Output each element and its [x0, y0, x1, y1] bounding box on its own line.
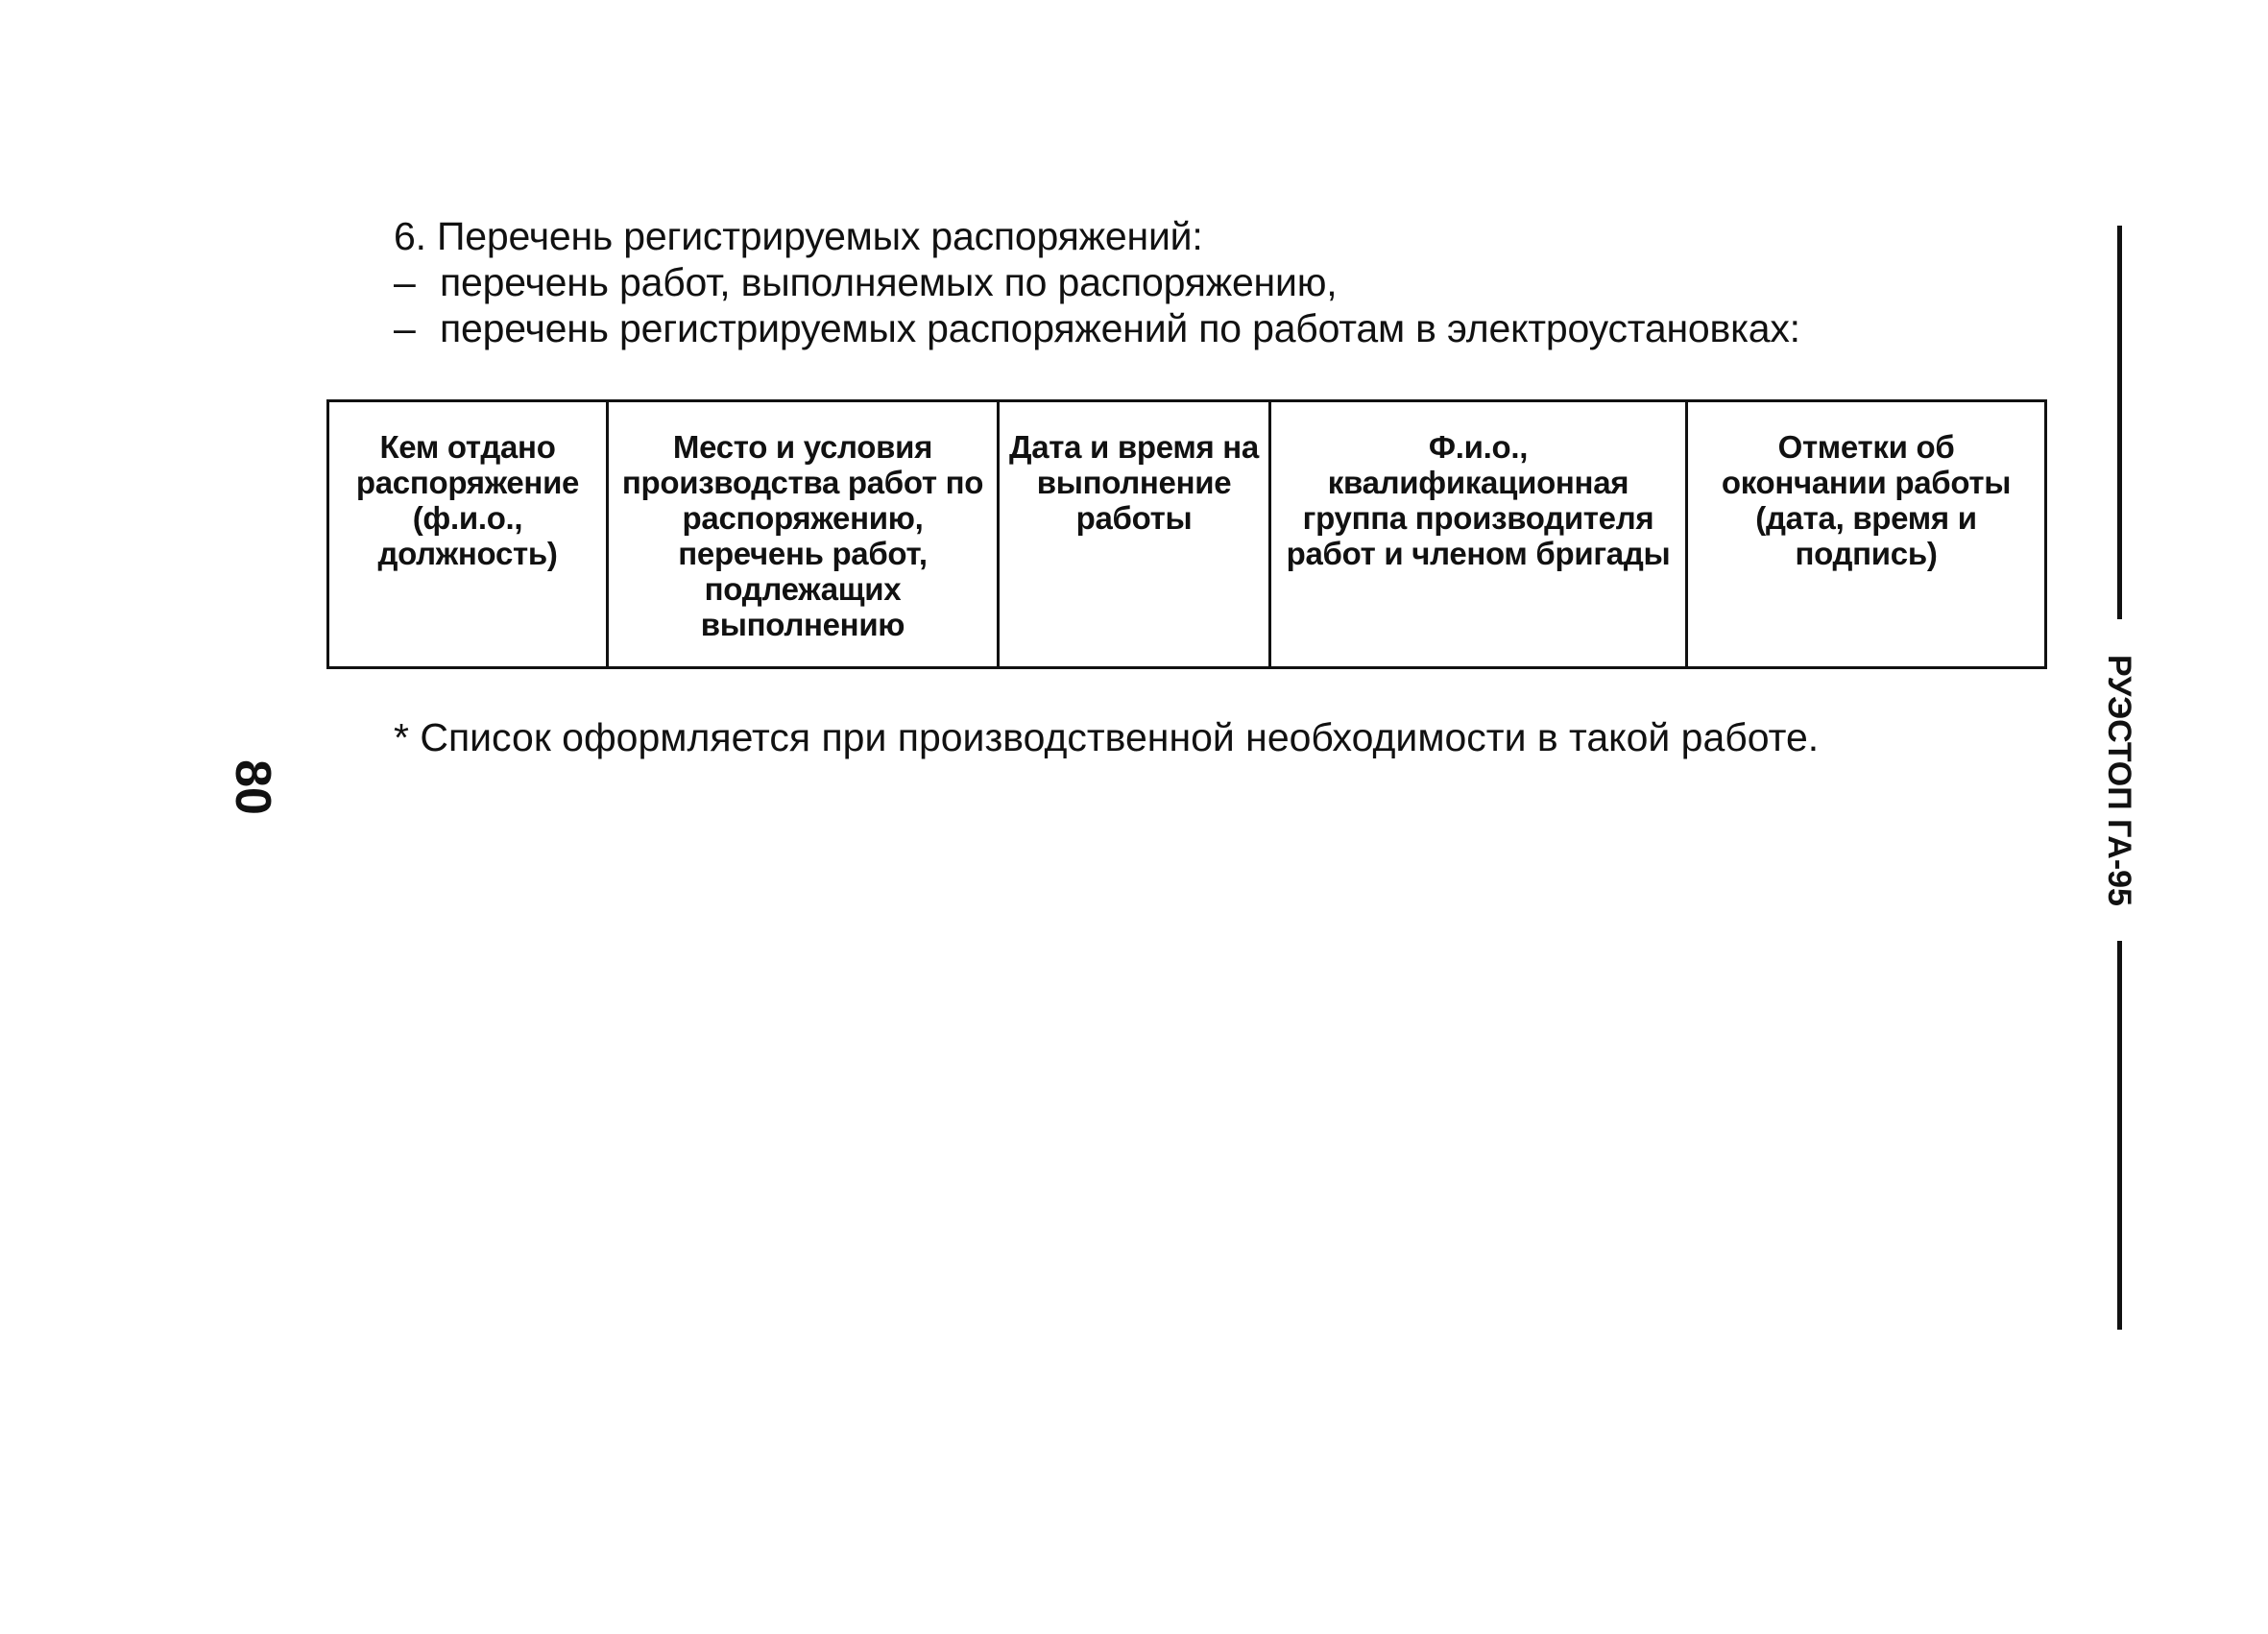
column-header-place-conditions: Место и условия производства работ по распоряжению, перечень работ, подлежащих выполнению — [608, 401, 999, 668]
register-table-wrap — [326, 399, 2044, 669]
footnote: * Список оформляется при производственной необходимости в такой работе. — [394, 715, 1820, 759]
document-code-label: РУЭСТОП ГА-95 — [2101, 655, 2137, 906]
column-header-work-manager: Ф.и.о., квалификационная группа производителя работ и членом бригады — [1270, 401, 1687, 668]
section-heading — [394, 213, 1853, 351]
list-item-text: перечень регистрируемых распоряжений по работам в электроустановках: — [440, 306, 1800, 350]
register-table — [326, 399, 2047, 669]
side-rule-top — [2117, 226, 2122, 619]
table-header-row — [328, 401, 2046, 668]
page-number: 80 — [225, 759, 280, 815]
list-item — [394, 305, 1853, 351]
list-item-text: перечень работ, выполняемых по распоряжению, — [440, 260, 1338, 304]
column-header-completion-marks: Отметки об окончании работы (дата, время и подпись) — [1687, 401, 2046, 668]
column-header-issued-by: Кем отдано распоряжение (ф.и.о., должность) — [328, 401, 608, 668]
section-title: 6. Перечень регистрируемых распоряжений: — [394, 214, 1203, 258]
side-rule-bottom — [2117, 941, 2122, 1330]
list-dash: – — [394, 260, 416, 304]
list-dash: – — [394, 306, 416, 350]
column-header-date-time: Дата и время на выполнение работы — [999, 401, 1270, 668]
list-item — [394, 259, 1853, 305]
